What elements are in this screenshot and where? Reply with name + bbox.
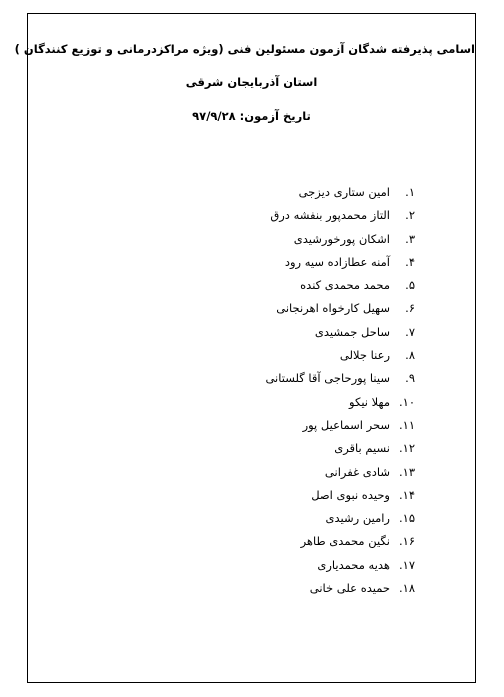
item-number: ۹. bbox=[405, 371, 415, 386]
list-item bbox=[115, 437, 415, 460]
page-frame bbox=[14, 13, 476, 683]
item-name: محمد محمدی کنده bbox=[300, 278, 390, 293]
item-name: هدیه محمدیاری bbox=[317, 557, 390, 572]
list-item bbox=[115, 507, 415, 530]
accepted-names-list bbox=[115, 181, 415, 600]
list-item bbox=[115, 297, 415, 320]
list-item bbox=[115, 251, 415, 274]
item-number: ۱۲. bbox=[398, 441, 415, 456]
item-name: شادی غفرانی bbox=[324, 464, 390, 479]
item-name: مهلا نیکو bbox=[349, 394, 390, 409]
item-number: ۱۷. bbox=[398, 557, 415, 572]
list-item bbox=[115, 274, 415, 297]
exam-date: تاریخ آزمون: ۹۷/۹/۲۸ bbox=[192, 109, 311, 123]
item-number: ۴. bbox=[405, 254, 415, 269]
list-item bbox=[115, 554, 415, 577]
list-item bbox=[115, 484, 415, 507]
item-number: ۷. bbox=[405, 324, 415, 339]
item-number: ۱۵. bbox=[398, 511, 415, 526]
item-number: ۱۴. bbox=[398, 487, 415, 502]
item-name: نسیم باقری bbox=[334, 441, 390, 456]
item-name: رامین رشیدی bbox=[325, 511, 390, 526]
item-name: سحر اسماعیل پور bbox=[302, 417, 390, 432]
item-name: التاز محمدپور بنفشه درق bbox=[270, 208, 390, 223]
list-item bbox=[115, 367, 415, 390]
item-name: وحیده نبوی اصل bbox=[311, 487, 390, 502]
item-name: امین ستاری دیزجی bbox=[298, 185, 390, 199]
list-item bbox=[115, 228, 415, 251]
list-item bbox=[115, 461, 415, 484]
list-item bbox=[115, 530, 415, 553]
item-name: سینا پورحاجی آقا گلستانی bbox=[265, 371, 390, 386]
item-name: حمیده علی خانی bbox=[309, 581, 390, 596]
item-number: ۱۰. bbox=[398, 394, 415, 409]
item-name: آمنه عطازاده سیه رود bbox=[284, 254, 390, 269]
item-name: رعنا جلالی bbox=[339, 348, 390, 363]
item-number: ۱. bbox=[405, 185, 415, 199]
province-heading: استان آذربایجان شرقی bbox=[185, 75, 318, 89]
list-item bbox=[115, 391, 415, 414]
list-item bbox=[115, 344, 415, 367]
item-number: ۳. bbox=[405, 231, 415, 246]
item-number: ۵. bbox=[405, 278, 415, 293]
item-name: ساحل جمشیدی bbox=[314, 324, 390, 339]
item-name: نگین محمدی طاهر bbox=[300, 534, 390, 549]
list-item bbox=[115, 414, 415, 437]
item-number: ۶. bbox=[405, 301, 415, 316]
item-number: ۱۱. bbox=[398, 417, 415, 432]
item-name: اشکان پورخورشیدی bbox=[293, 231, 390, 246]
document-title: اسامی پذیرفته شدگان آزمون مسئولین فنی (ویژه مراکزدرمانی و توزیع کنندگان ) bbox=[14, 42, 475, 56]
item-number: ۲. bbox=[405, 208, 415, 223]
item-number: ۸. bbox=[405, 348, 415, 363]
item-number: ۱۶. bbox=[398, 534, 415, 549]
list-item bbox=[115, 577, 415, 600]
item-number: ۱۸. bbox=[398, 581, 415, 596]
list-item bbox=[115, 181, 415, 204]
list-item bbox=[115, 204, 415, 227]
item-number: ۱۳. bbox=[398, 464, 415, 479]
list-item bbox=[115, 321, 415, 344]
item-name: سهیل کارخواه اهرنجانی bbox=[276, 301, 390, 316]
